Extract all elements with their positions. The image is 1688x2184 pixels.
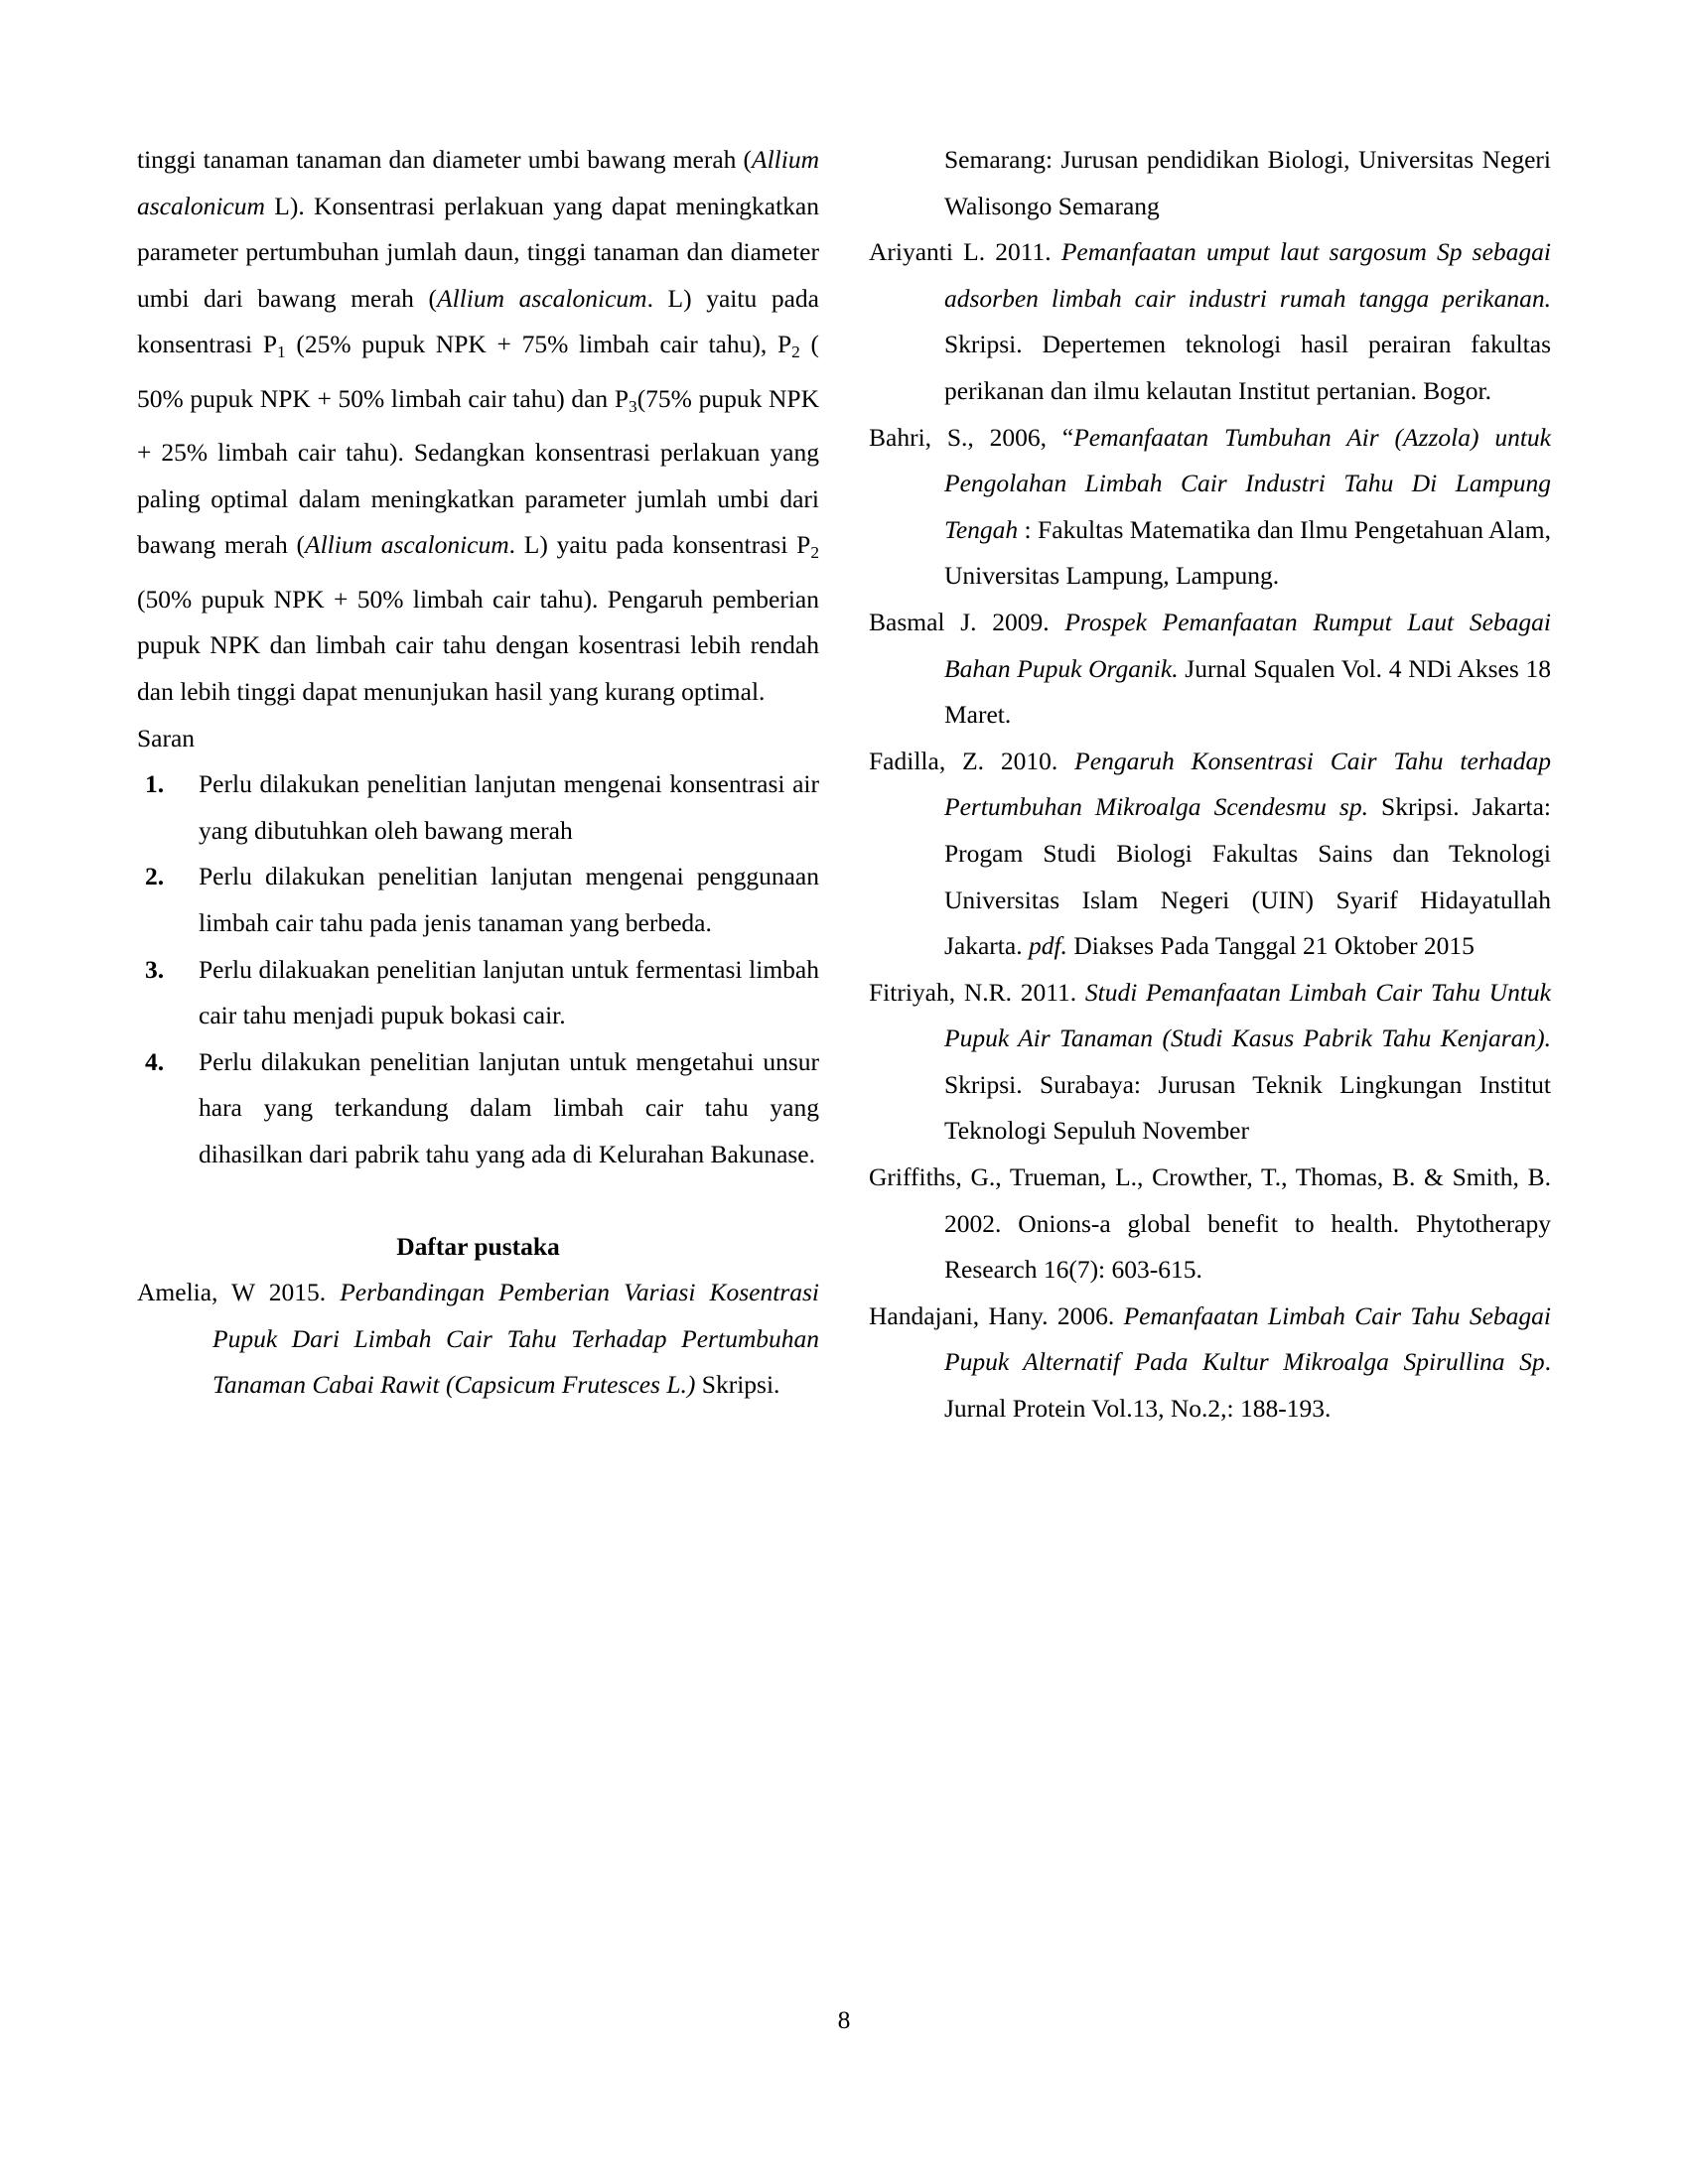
reference-author: Basmal J. 2009. (869, 607, 1065, 636)
list-item: Perlu dilakukan penelitian lanjutan mengenai konsentrasi air yang dibutuhkan oleh bawang merah (199, 769, 819, 845)
reference-author: Ariyanti L. 2011. (869, 237, 1061, 267)
reference-title: Pemanfaatan umput laut sargosum Sp sebagai adsorben limbah cair industri rumah tangga perikanan. (944, 237, 1552, 313)
list-item (137, 1270, 819, 1409)
reference-source: Jurnal Squalen Vol. 4 NDi Akses 18 Maret. (944, 653, 1551, 730)
reference-source: Skripsi. Surabaya: Jurusan Teknik Lingkungan Institut Teknologi Sepuluh November (944, 1069, 1551, 1146)
list-item (869, 970, 1551, 1155)
list-item (869, 1155, 1551, 1294)
reference-source: Skripsi. Jakarta: Progam Studi Biologi Fakultas Sains dan Teknologi Universitas Islam Negeri (UIN) Syarif Hidayatullah Jakarta. (944, 792, 1551, 961)
references-heading: Daftar pustaka (396, 1231, 560, 1261)
reference-format: pdf. (1028, 931, 1067, 961)
saran-list (137, 761, 819, 1177)
list-item: Perlu dilakuakan penelitian lanjutan untuk fermentasi limbah cair tahu menjadi pupuk bokasi cair. (199, 954, 819, 1030)
page-number: 8 (837, 2005, 851, 2034)
reference-access: Diakses Pada Tanggal 21 Oktober 2015 (1066, 931, 1475, 961)
reference-author: Fadilla, Z. 2010. (869, 746, 1075, 775)
list-item (869, 137, 1551, 229)
list-item (869, 415, 1551, 600)
reference-source: Skripsi. Depertemen teknologi hasil perairan fakultas perikanan dan ilmu kelautan Institut pertanian. Bogor. (944, 330, 1551, 405)
reference-source: . Jurnal Protein Vol.13, No.2,: 188-193. (944, 1347, 1551, 1424)
list-item (869, 600, 1551, 739)
list-item: Perlu dilakukan penelitian lanjutan mengenai penggunaan limbah cair tahu pada jenis tanaman yang berbeda. (199, 862, 819, 938)
reference-title: Studi Pemanfaatan Limbah Cair Tahu Untuk Pupuk Air Tanaman (Studi Kasus Pabrik Tahu Kenjaran). (944, 977, 1551, 1053)
reference-text: Semarang: Jurusan pendidikan Biologi, Universitas Negeri Walisongo Semarang (944, 145, 1551, 220)
list-item (869, 229, 1551, 414)
right-column (869, 137, 1551, 1433)
reference-list-left (137, 1270, 819, 1409)
reference-title: Pengaruh Konsentrasi Cair Tahu terhadap Pertumbuhan Mikroalga Scendesmu sp. (944, 746, 1551, 822)
two-column-layout (137, 137, 1551, 1433)
conclusion-paragraph: tinggi tanaman tanaman dan diameter umbi bawang merah (Allium ascalonicum L). Konsentrasi perlakuan yang dapat meningkatkan parameter pertumbuhan jumlah daun, tinggi tanaman dan diameter umbi dari bawang merah (Allium ascalonicum. L) yaitu pada konsentrasi $P_1$ (25% pupuk NPK + 75% limbah cair tahu), $P_2$ ( 50% pupuk NPK + 50% limbah cair tahu) dan $P_3(75\%$ pupuk NPK + 25% limbah cair tahu). Sedangkan konsentrasi perlakuan yang paling optimal dalam meningkatkan parameter jumlah umbi dari bawang merah (Allium ascalonicum. L) yaitu pada konsentrasi $P_2$ (50% pupuk NPK + 50% limbah cair tahu). Pengaruh pemberian pupuk NPK dan limbah cair tahu dengan kosentrasi lebih rendah dan lebih tinggi dapat menunjukan hasil yang kurang optimal. (137, 145, 820, 707)
list-item (869, 739, 1551, 970)
reference-text: Griffiths, G., Trueman, L., Crowther, T., Thomas, B. & Smith, B. 2002. Onions-a global benefit to health. Phytotherapy Research 16(7): 603-615. (869, 1162, 1551, 1285)
reference-author: Amelia, W 2015. (137, 1278, 341, 1307)
reference-author: Handajani, Hany. 2006. (869, 1300, 1124, 1330)
list-item: Perlu dilakukan penelitian lanjutan untuk mengetahui unsur hara yang terkandung dalam limbah cair tahu yang dihasilkan dari pabrik tahu yang ada di Kelurahan Bakunase. (199, 1046, 819, 1168)
reference-title: Prospek Pemanfaatan Rumput Laut Sebagai Bahan Pupuk Organik. (944, 607, 1551, 683)
reference-tail: Skripsi. (701, 1370, 780, 1400)
reference-title: Pemanfaatan Tumbuhan Air (Azzola) untuk Pengolahan Limbah Cair Industri Tahu Di Lampung Tengah (944, 422, 1551, 544)
reference-title: Pemanfaatan Limbah Cair Tahu Sebagai Pupuk Alternatif Pada Kultur Mikroalga Spirullina Sp (944, 1300, 1552, 1377)
section-spacer (137, 1178, 819, 1224)
reference-source: : Fakultas Matematika dan Ilmu Pengetahuan Alam, Universitas Lampung, Lampung. (944, 514, 1551, 591)
reference-author: Bahri, S., 2006, “ (869, 422, 1074, 452)
left-column (137, 137, 819, 1433)
saran-heading: Saran (137, 723, 196, 752)
reference-list-right (869, 137, 1551, 1433)
reference-title: Perbandingan Pemberian Variasi Kosentrasi Pupuk Dari Limbah Cair Tahu Terhadap Pertumbuhan Tanaman Cabai Rawit (Capsicum Frutesces L.) (212, 1278, 819, 1400)
list-item (869, 1294, 1551, 1433)
reference-author: Fitriyah, N.R. 2011. (869, 977, 1085, 1007)
